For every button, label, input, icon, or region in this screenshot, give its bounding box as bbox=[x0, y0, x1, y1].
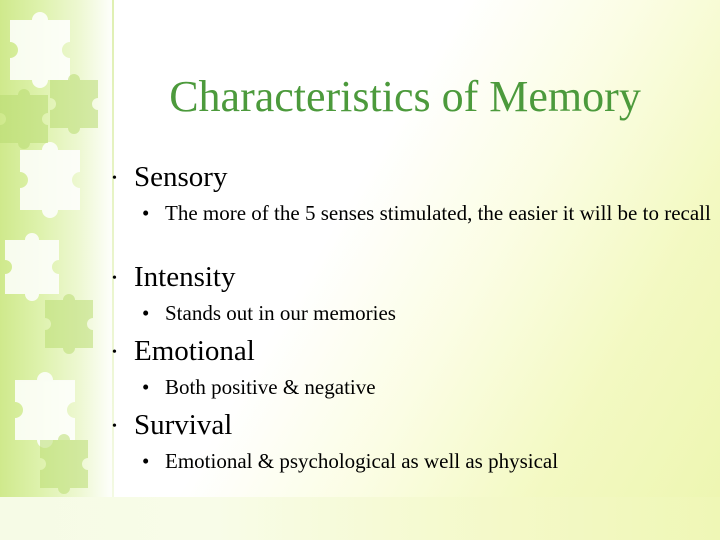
sub-bullet-sensory bbox=[142, 200, 712, 226]
puzzle-decoration bbox=[0, 0, 115, 500]
bullet-icon: • bbox=[142, 375, 150, 399]
slide-title: Characteristics of Memory bbox=[169, 72, 641, 121]
bullet-heading: Intensity bbox=[134, 261, 236, 293]
bullet-icon: • bbox=[142, 301, 150, 325]
bullet-detail: Emotional & psychological as well as physical bbox=[165, 449, 559, 473]
puzzle-piece-icon bbox=[0, 0, 115, 500]
bullet-heading: Emotional bbox=[134, 335, 255, 367]
bullet-heading: Survival bbox=[134, 409, 233, 441]
bullet-detail: Both positive & negative bbox=[165, 375, 376, 399]
bottom-band bbox=[0, 497, 720, 540]
bullet-detail: The more of the 5 senses stimulated, the easier it will be to recall bbox=[165, 201, 711, 225]
sub-bullet-emotional bbox=[142, 374, 712, 400]
bullet-icon: • bbox=[112, 345, 117, 360]
bullet-heading: Sensory bbox=[134, 161, 228, 193]
bullet-icon: • bbox=[142, 449, 150, 473]
bullet-icon: • bbox=[112, 419, 117, 434]
bullet-detail: Stands out in our memories bbox=[165, 301, 396, 325]
bullet-icon: • bbox=[142, 201, 150, 225]
bullet-icon: • bbox=[112, 271, 117, 286]
bullet-icon: • bbox=[112, 171, 117, 186]
sub-bullet-survival bbox=[142, 448, 712, 474]
sub-bullet-intensity bbox=[142, 300, 712, 326]
